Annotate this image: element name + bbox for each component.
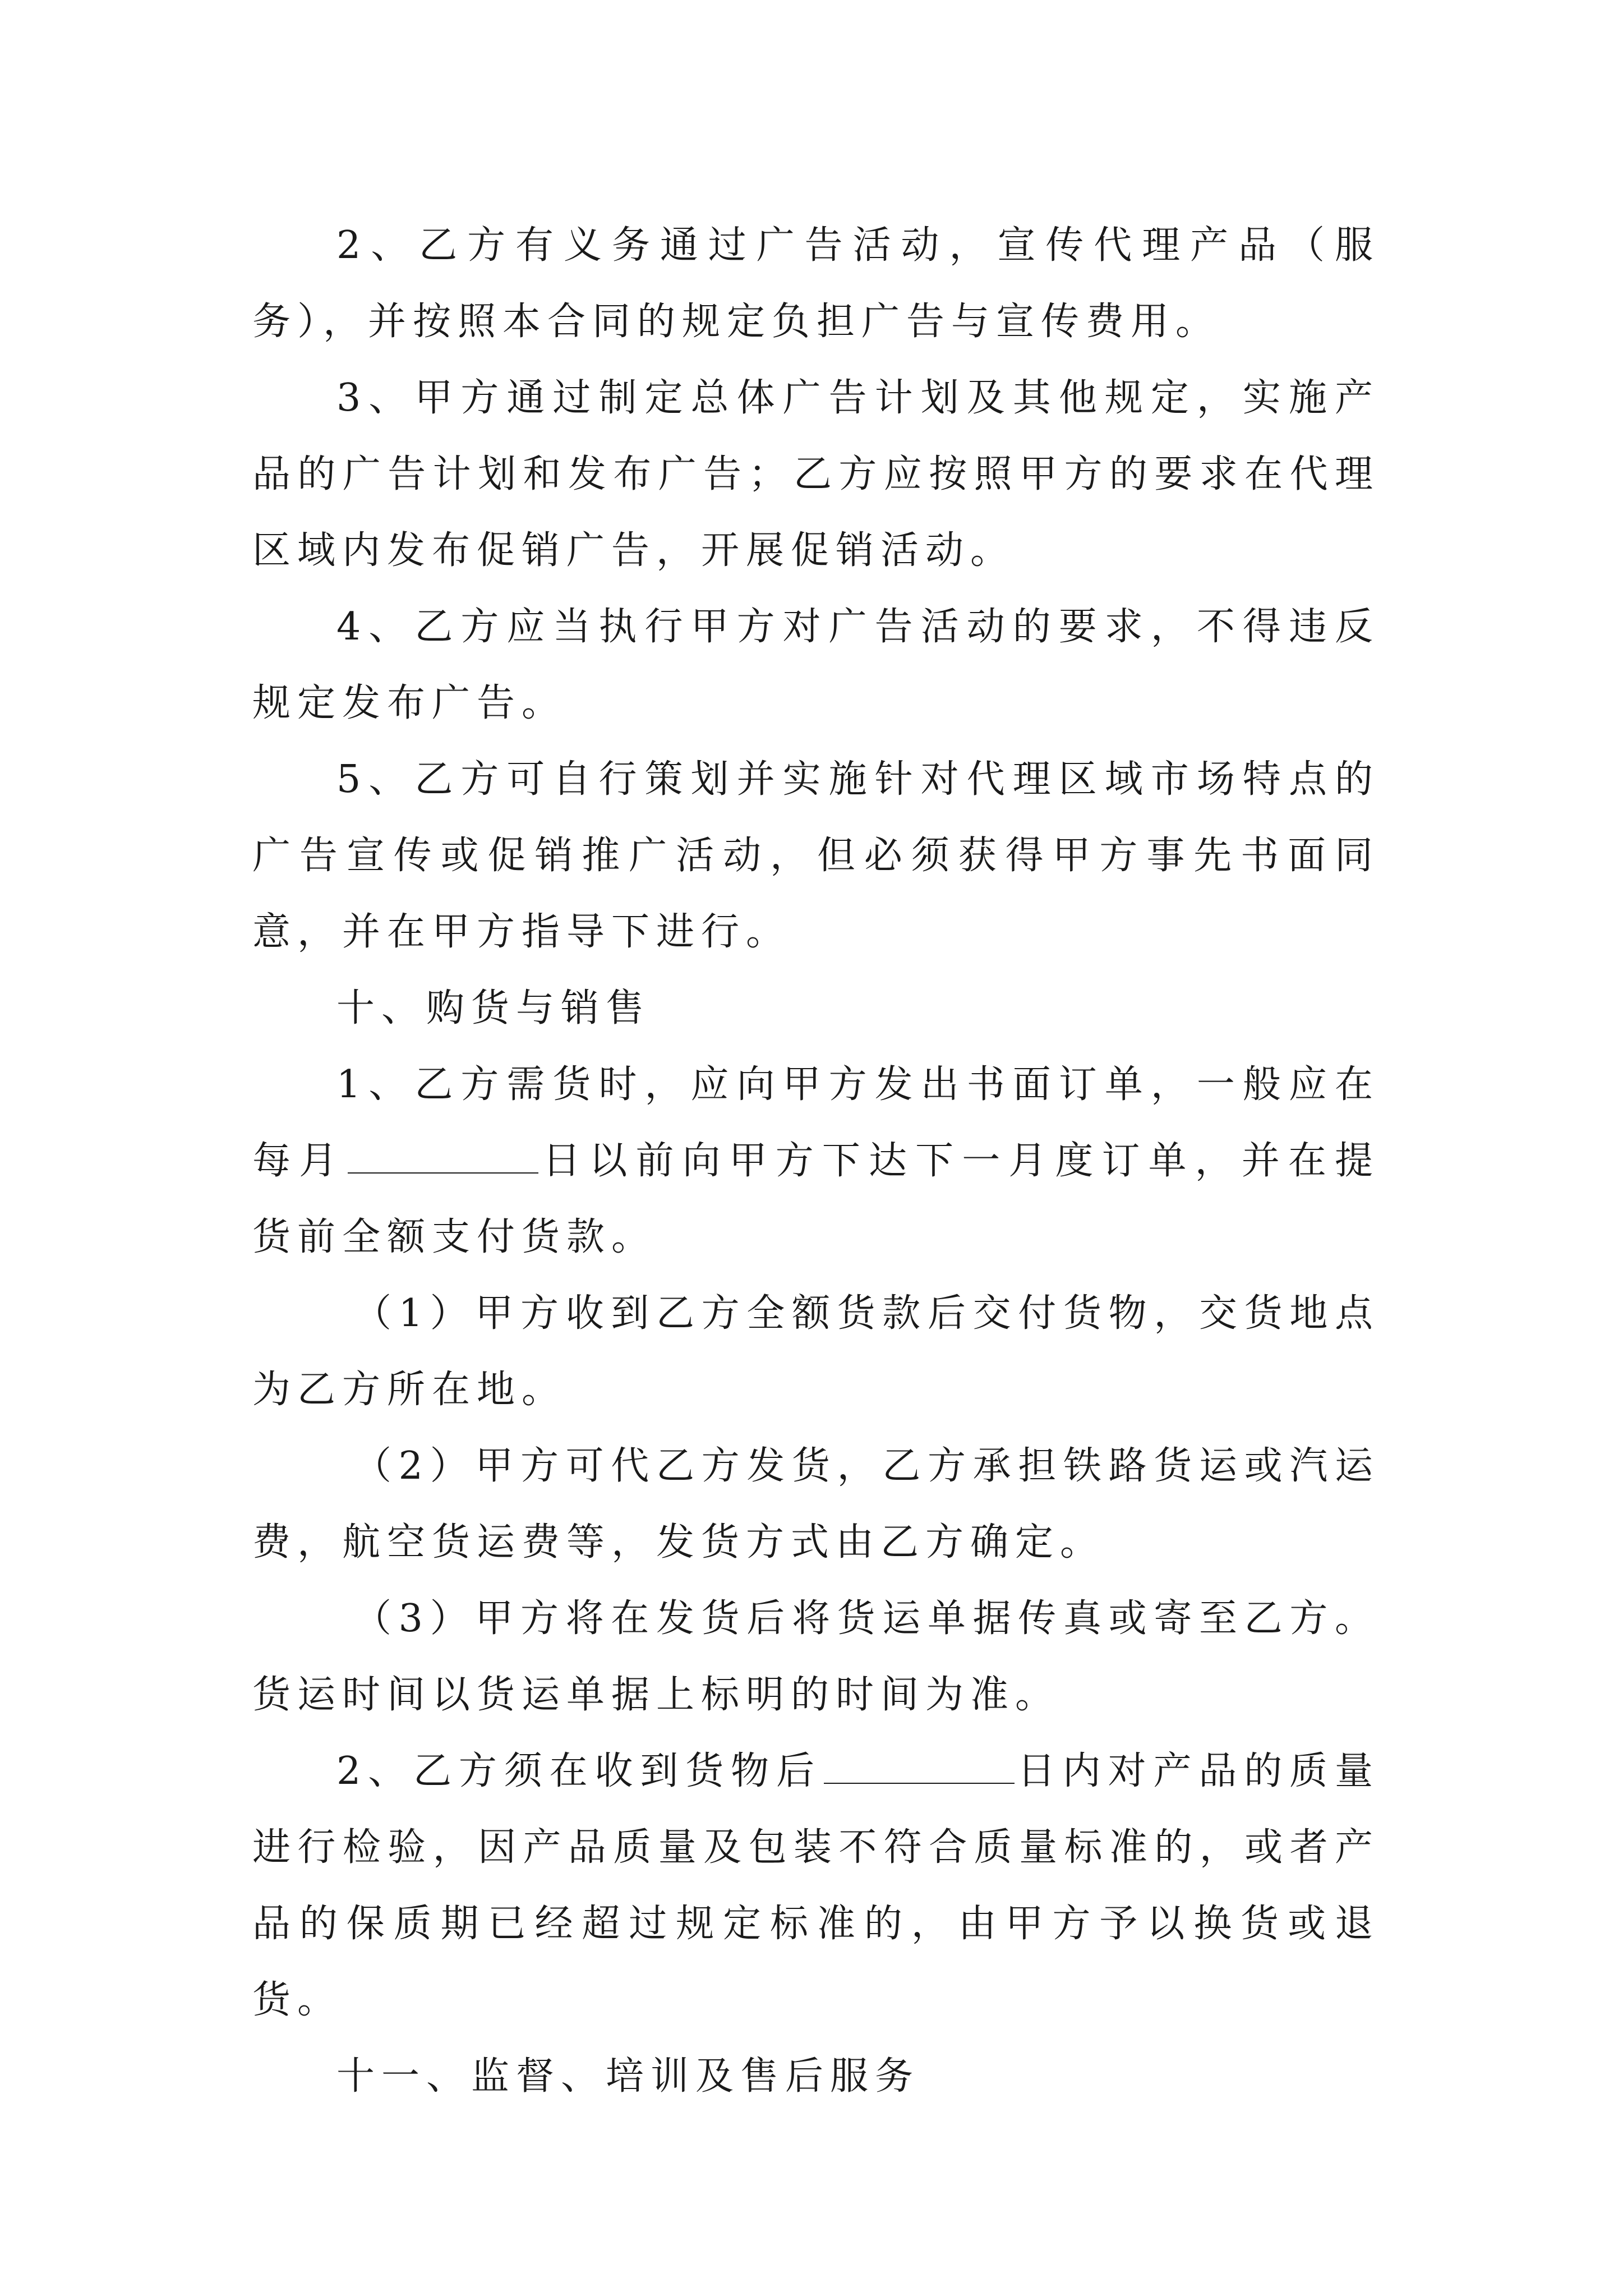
- clause-10-2-text-a: 2、乙方须在收到货物后: [336, 1749, 822, 1793]
- contract-body: [252, 208, 1380, 2115]
- clause-10-2: [252, 1733, 1380, 2039]
- clause-10-2-text-b: 日内对产品的质量进行检验，因产品质量及包装不符合质量标准的，或者产品的保质期已经超过规定标准的，由甲方予以换货或退货。: [252, 1749, 1380, 2022]
- clause-10-1: [252, 1047, 1380, 1276]
- clause-9-3: 3、甲方通过制定总体广告计划及其他规定，实施产品的广告计划和发布广告；乙方应按照甲方的要求在代理区域内发布促销广告，开展促销活动。: [252, 376, 1380, 573]
- inspection-days-blank: [824, 1751, 1015, 1784]
- clause-10-1-sub-3: （3）甲方将在发货后将货运单据传真或寄至乙方。货运时间以货运单据上标明的时间为准。: [252, 1596, 1380, 1717]
- section-heading-11: 十一、监督、培训及售后服务: [336, 2054, 920, 2099]
- clause-10-1-text-a: 1、乙方需货时，应向甲方发出书面订单，一般应在每月: [252, 1062, 1380, 1183]
- clause-9-2: 2、乙方有义务通过广告活动，宣传代理产品（服务），并按照本合同的规定负担广告与宣传费用。: [252, 223, 1380, 344]
- section-heading-10: 十、购货与销售: [336, 986, 651, 1030]
- clause-10-1-sub-1: （1）甲方收到乙方全额货款后交付货物，交货地点为乙方所在地。: [252, 1291, 1380, 1412]
- clause-10-1-sub-2: （2）甲方可代乙方发货，乙方承担铁路货运或汽运费，航空货运费等，发货方式由乙方确定。: [252, 1444, 1380, 1565]
- order-day-blank: [348, 1141, 538, 1174]
- clause-9-5: 5、乙方可自行策划并实施针对代理区域市场特点的广告宣传或促销推广活动，但必须获得甲方事先书面同意，并在甲方指导下进行。: [252, 757, 1380, 954]
- clause-9-4: 4、乙方应当执行甲方对广告活动的要求，不得违反规定发布广告。: [252, 605, 1380, 725]
- clause-10-1-text-b: 日以前向甲方下达下一月度订单，并在提货前全额支付货款。: [252, 1139, 1380, 1259]
